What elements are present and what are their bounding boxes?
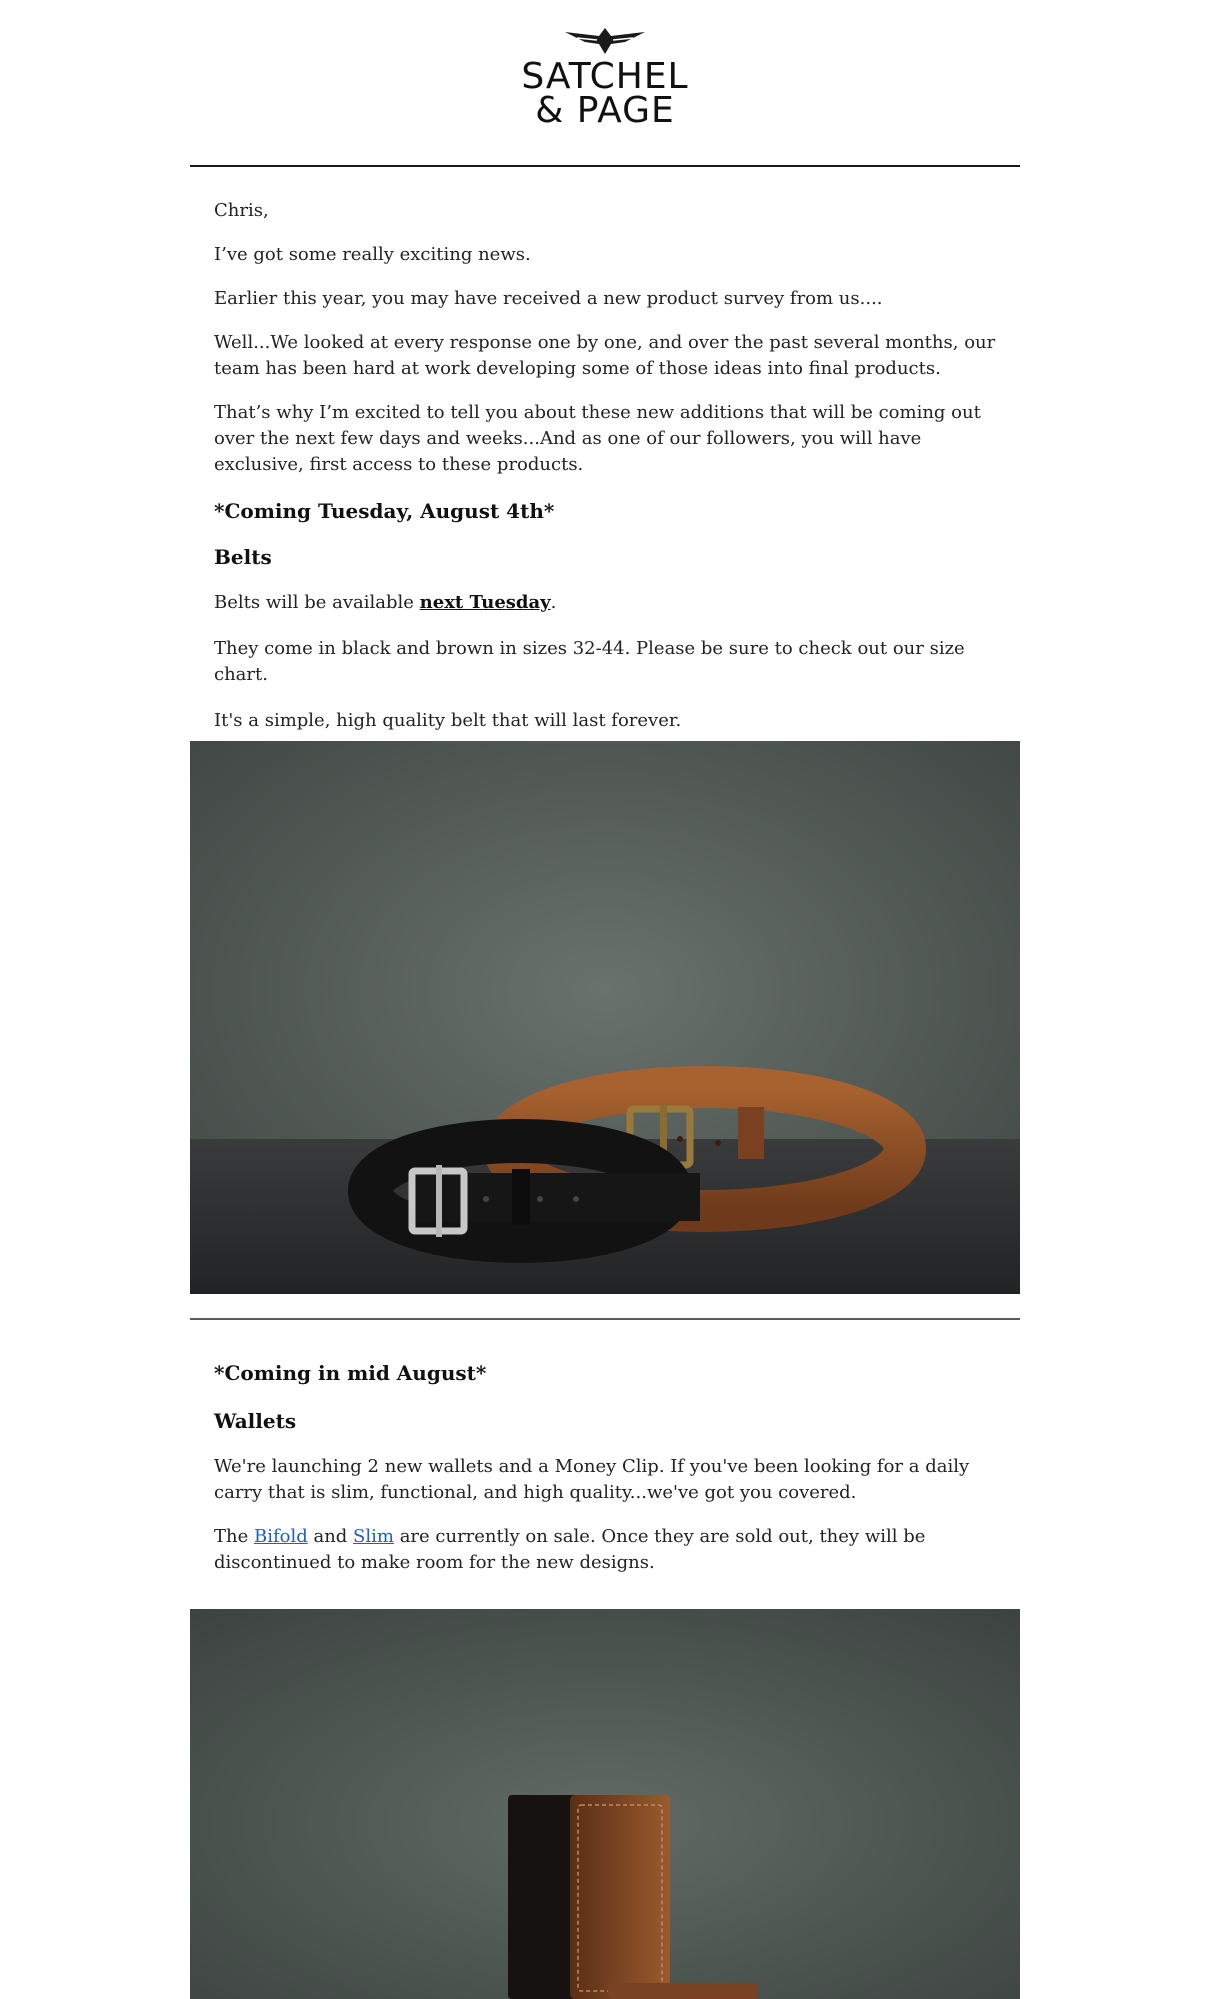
intro-paragraph-1: I’ve got some really exciting news. [214,244,531,265]
intro-paragraph-3: Well...We looked at every response one by one, and over the past several months, our team has been hard at work developing some of those ideas into final products. [214,332,996,379]
belts-photo-illustration [190,741,1020,1294]
intro-section [214,198,1004,734]
intro-paragraph-4: That’s why I’m excited to tell you about these new additions that will be coming out over the next few days and weeks...And as one of our followers, you will have exclusive, first access to these products. [214,402,981,475]
wallets-launch: We're launching 2 new wallets and a Money Clip. If you've been looking for a daily carry that is slim, functional, and high quality...we've got you covered. [214,1456,970,1503]
wallets-date-heading: *Coming in mid August* [214,1361,487,1385]
wallets-sale-the: The [214,1526,254,1547]
wallets-photo-illustration [190,1609,1020,1999]
wings-emblem-icon [563,24,647,56]
wallets-section [214,1360,1004,1576]
belts-availability-prefix: Belts will be available [214,592,420,613]
belts-product-photo[interactable] [190,741,1020,1294]
logo-line-1: SATCHEL [521,56,689,97]
wallets-sale [214,1524,1004,1576]
wallets-title: Wallets [214,1409,297,1433]
wallets-sale-and: and [307,1526,354,1547]
belts-date-heading: *Coming Tuesday, August 4th* [214,499,555,523]
belts-availability [214,590,1004,616]
belts-sizes: They come in black and brown in sizes 32-44. Please be sure to check out our size chart. [214,638,965,685]
belts-title: Belts [214,545,272,569]
header-divider [190,165,1020,167]
slim-link[interactable]: Slim [353,1526,394,1547]
logo-wordmark [190,56,1020,131]
belts-tagline: It's a simple, high quality belt that will last forever. [214,710,682,731]
wallets-product-photo[interactable] [190,1609,1020,1999]
intro-paragraph-2: Earlier this year, you may have received a new product survey from us.... [214,288,883,309]
greeting: Chris, [214,200,269,221]
belts-availability-suffix: . [550,592,557,613]
brand-logo[interactable] [190,24,1020,134]
next-tuesday-link[interactable]: next Tuesday [419,592,551,613]
section-divider [190,1318,1020,1320]
bifold-link[interactable]: Bifold [253,1526,308,1547]
logo-line-2: & PAGE [535,90,675,131]
wallets-sale-rest: are currently on sale. Once they are sold out, they will be discontinued to make room for the new designs. [214,1526,926,1573]
